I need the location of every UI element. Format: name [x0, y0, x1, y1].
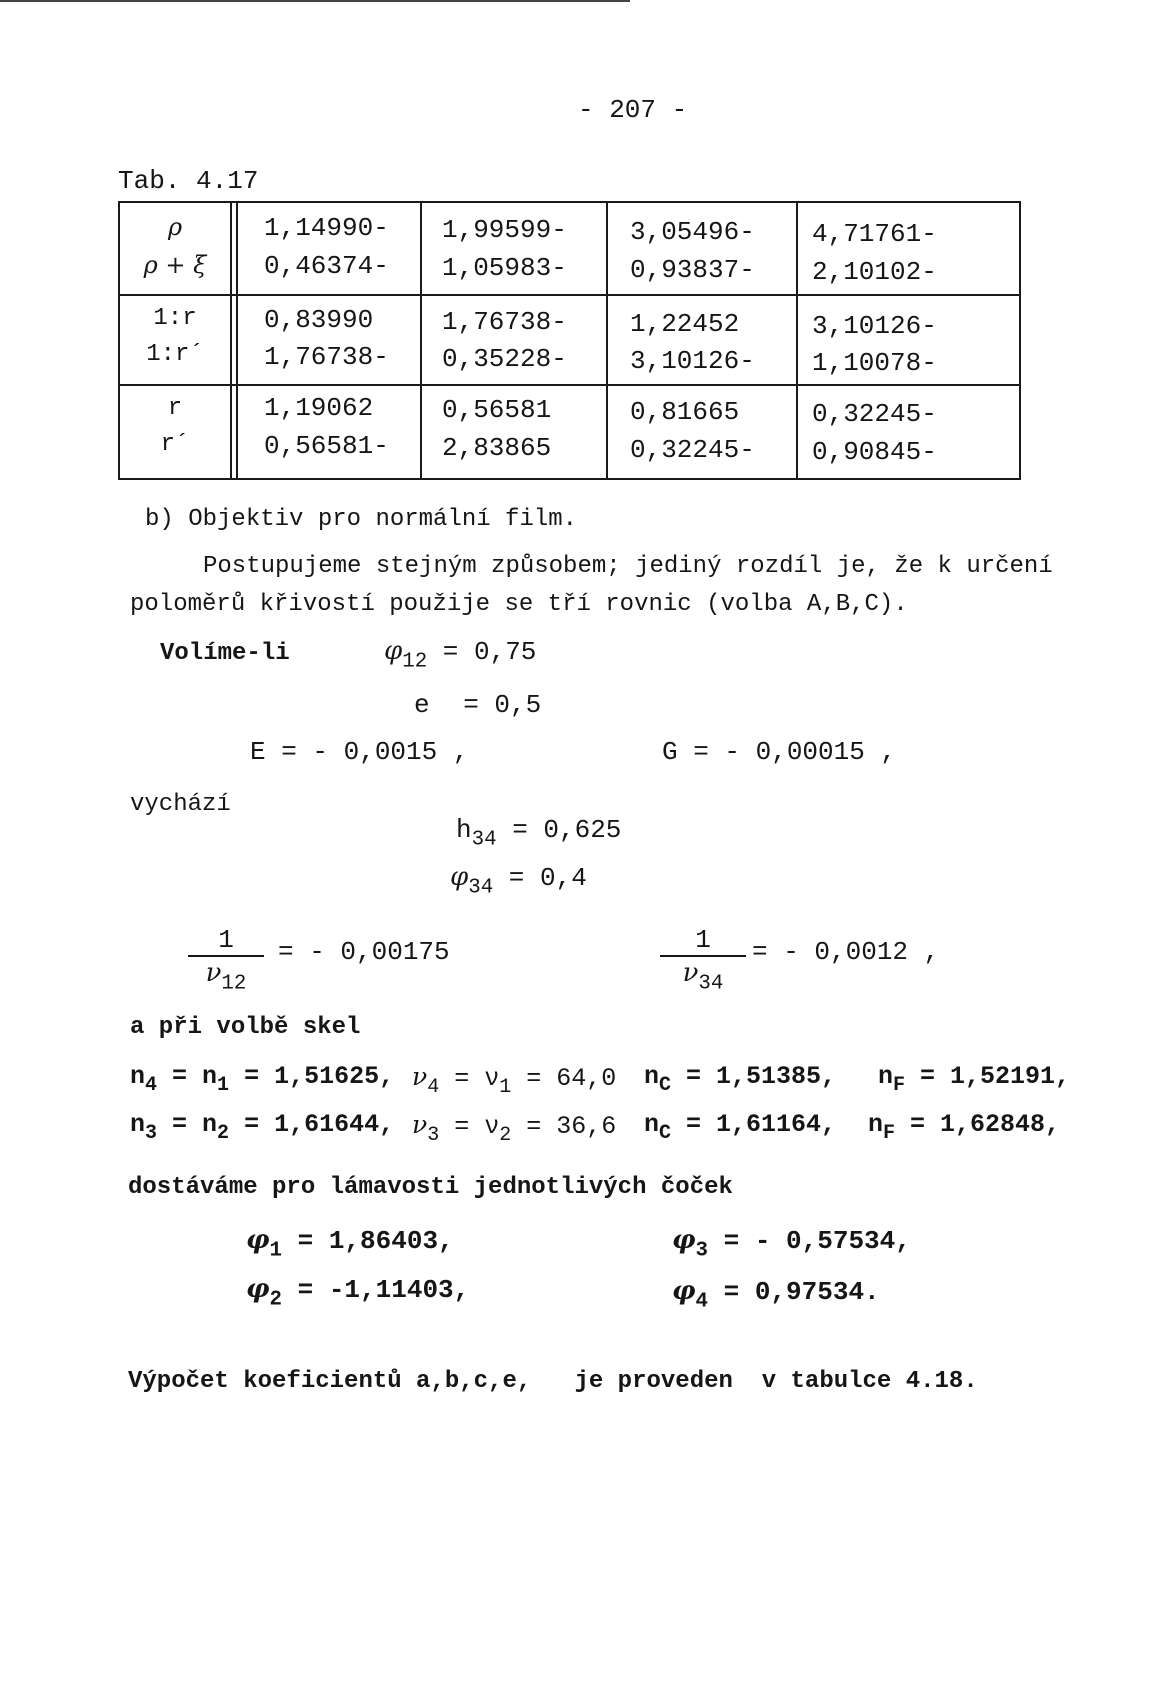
- subscript: 12: [402, 650, 428, 674]
- row-label: 1:r´: [146, 341, 204, 368]
- equation-part: = ν: [439, 1112, 500, 1141]
- variable: n: [130, 1110, 146, 1139]
- powers-intro: dostáváme pro lámavosti jednotlivých čoček: [128, 1174, 733, 1201]
- table-cell: 2,83865: [442, 433, 552, 463]
- phi-symbol: φ: [450, 862, 469, 892]
- table-cell: 3,05496-: [630, 217, 755, 247]
- phi-symbol: φ: [672, 1276, 696, 1306]
- glass-line-2: [130, 1110, 395, 1145]
- subscript: 34: [698, 972, 724, 996]
- fraction-1-over-v12: [188, 925, 264, 996]
- table-4-17: [118, 201, 1021, 480]
- glass-line-1: [130, 1062, 395, 1097]
- equation-value: = -1,11403,: [282, 1275, 470, 1305]
- equation-value: = 0,4: [508, 863, 587, 893]
- glass-line-2-abbe: [412, 1110, 617, 1147]
- equation-part: = n: [157, 1110, 218, 1139]
- glass-line-1-nf: [878, 1062, 1071, 1097]
- table-hline: [120, 294, 1019, 296]
- variable: n: [878, 1062, 894, 1091]
- table-cell: 0,56581-: [264, 431, 389, 461]
- table-cell: 1,14990-: [264, 213, 389, 243]
- equation-part: = n: [157, 1062, 218, 1091]
- variable: n: [868, 1110, 884, 1139]
- top-rule: [0, 0, 630, 2]
- subscript: 1: [499, 1076, 512, 1099]
- nu-symbol: ν: [412, 1110, 428, 1139]
- table-cell: 2,10102-: [812, 257, 937, 287]
- table-cell: 0,93837-: [630, 255, 755, 285]
- nu-symbol: ν: [412, 1062, 428, 1091]
- subscript: 3: [427, 1124, 440, 1147]
- subscript: 34: [468, 876, 494, 900]
- section-heading: b) Objektiv pro normální film.: [145, 506, 578, 533]
- phi12-equation: [384, 636, 537, 674]
- table-cell: 0,83990: [264, 305, 374, 335]
- table-cell: 0,35228-: [442, 344, 567, 374]
- equation-value: = 1,51385,: [671, 1062, 837, 1091]
- equation-value: = 0,625: [512, 815, 622, 845]
- table-cell: 0,32245-: [812, 399, 937, 429]
- row-label: 1:r: [153, 305, 197, 332]
- subscript: 2: [269, 1288, 283, 1312]
- phi-symbol: φ: [246, 1274, 270, 1304]
- row-label: ρ + ξ: [143, 251, 207, 279]
- E-equation: E = - 0,0015 ,: [250, 737, 469, 767]
- table-cell: 4,71761-: [812, 219, 937, 249]
- table-cell: 0,32245-: [630, 435, 755, 465]
- table-cell: 1,99599-: [442, 215, 567, 245]
- paragraph-line: Postupujeme stejným způsobem; jediný rozdíl je, že k určení: [203, 553, 1053, 580]
- table-cell: 1,76738-: [442, 307, 567, 337]
- equation-value: = 1,62848,: [895, 1110, 1061, 1139]
- phi1-equation: [246, 1225, 454, 1263]
- table-vline: [420, 203, 422, 478]
- variable: h: [456, 815, 472, 845]
- fraction-1-over-v34: [660, 925, 746, 996]
- subscript: 12: [221, 972, 247, 996]
- table-cell: 3,10126-: [630, 346, 755, 376]
- glass-line-1-nc: [644, 1062, 837, 1097]
- subscript: C: [659, 1074, 672, 1097]
- subscript: 1: [217, 1074, 230, 1097]
- paragraph-line: poloměrů křivostí použije se tří rovnic (volba A,B,C).: [130, 591, 908, 618]
- equation-value: = 0,97534.: [708, 1277, 880, 1307]
- subscript: F: [893, 1074, 906, 1097]
- nu-symbol: ν: [205, 958, 222, 988]
- glass-line-2-nf: [868, 1110, 1061, 1145]
- nu-symbol: ν: [682, 958, 699, 988]
- table-cell: 3,10126-: [812, 311, 937, 341]
- equation-part: = ν: [439, 1064, 500, 1093]
- table-vline: [796, 203, 798, 478]
- phi34-equation: [450, 862, 587, 900]
- h34-equation: [456, 815, 622, 852]
- table-cell: 0,90845-: [812, 437, 937, 467]
- table-vline: [606, 203, 608, 478]
- numerator: 1: [188, 925, 264, 957]
- equation-value: = 64,0: [511, 1064, 617, 1093]
- equation-value: = 1,61164,: [671, 1110, 837, 1139]
- subscript: 4: [145, 1074, 158, 1097]
- equation-value: = 1,51625,: [229, 1062, 395, 1091]
- subscript: 2: [499, 1124, 512, 1147]
- table-vline: [230, 203, 232, 478]
- equation-value: = 1,61644,: [229, 1110, 395, 1139]
- subscript: 3: [695, 1239, 709, 1263]
- v12-value: = - 0,00175: [278, 937, 450, 967]
- table-cell: 1,22452: [630, 309, 740, 339]
- phi-symbol: φ: [384, 636, 403, 666]
- subscript: 4: [427, 1076, 440, 1099]
- vychazi-label: vychází: [130, 791, 231, 818]
- table-vline: [236, 203, 238, 478]
- subscript: C: [659, 1122, 672, 1145]
- subscript: 4: [695, 1290, 709, 1314]
- glass-intro: a při volbě skel: [130, 1014, 361, 1041]
- table-cell: 1,76738-: [264, 342, 389, 372]
- phi3-equation: [672, 1225, 911, 1263]
- equation-value: = 0,5: [463, 690, 542, 720]
- table-cell: 0,81665: [630, 397, 740, 427]
- phi2-equation: [246, 1274, 470, 1312]
- equation-value: = 1,52191,: [905, 1062, 1071, 1091]
- phi-symbol: φ: [246, 1225, 270, 1255]
- phi4-equation: [672, 1276, 880, 1314]
- equation-value: = 36,6: [511, 1112, 617, 1141]
- row-label: r´: [160, 431, 190, 458]
- equation-value: = - 0,57534,: [708, 1226, 911, 1256]
- table-cell: 1,05983-: [442, 253, 567, 283]
- glass-line-1-abbe: [412, 1062, 617, 1099]
- closing-line: Výpočet koeficientů a,b,c,e, je proveden v tabulce 4.18.: [128, 1368, 978, 1395]
- variable: n: [130, 1062, 146, 1091]
- variable: n: [644, 1110, 660, 1139]
- volime-li-label: Volíme-li: [160, 640, 290, 667]
- table-hline: [120, 384, 1019, 386]
- table-cell: 0,46374-: [264, 251, 389, 281]
- table-caption: Tab. 4.17: [118, 166, 259, 196]
- subscript: 3: [145, 1122, 158, 1145]
- table-cell: 1,19062: [264, 393, 374, 423]
- e-equation: [414, 690, 541, 720]
- equation-value: = 1,86403,: [282, 1226, 454, 1256]
- row-label: r: [167, 395, 183, 422]
- equation-value: = 0,75: [442, 637, 537, 667]
- table-cell: 1,10078-: [812, 348, 937, 378]
- subscript: 1: [269, 1239, 283, 1263]
- phi-symbol: φ: [672, 1225, 696, 1255]
- page-number: - 207 -: [578, 95, 688, 125]
- glass-line-2-nc: [644, 1110, 837, 1145]
- subscript: 34: [471, 828, 497, 852]
- numerator: 1: [660, 925, 746, 957]
- table-cell: 0,56581: [442, 395, 552, 425]
- subscript: F: [883, 1122, 896, 1145]
- row-label: ρ: [167, 213, 183, 241]
- variable: n: [644, 1062, 660, 1091]
- variable: e: [414, 690, 430, 720]
- subscript: 2: [217, 1122, 230, 1145]
- v34-value: = - 0,0012 ,: [752, 937, 940, 967]
- G-equation: G = - 0,00015 ,: [662, 737, 897, 767]
